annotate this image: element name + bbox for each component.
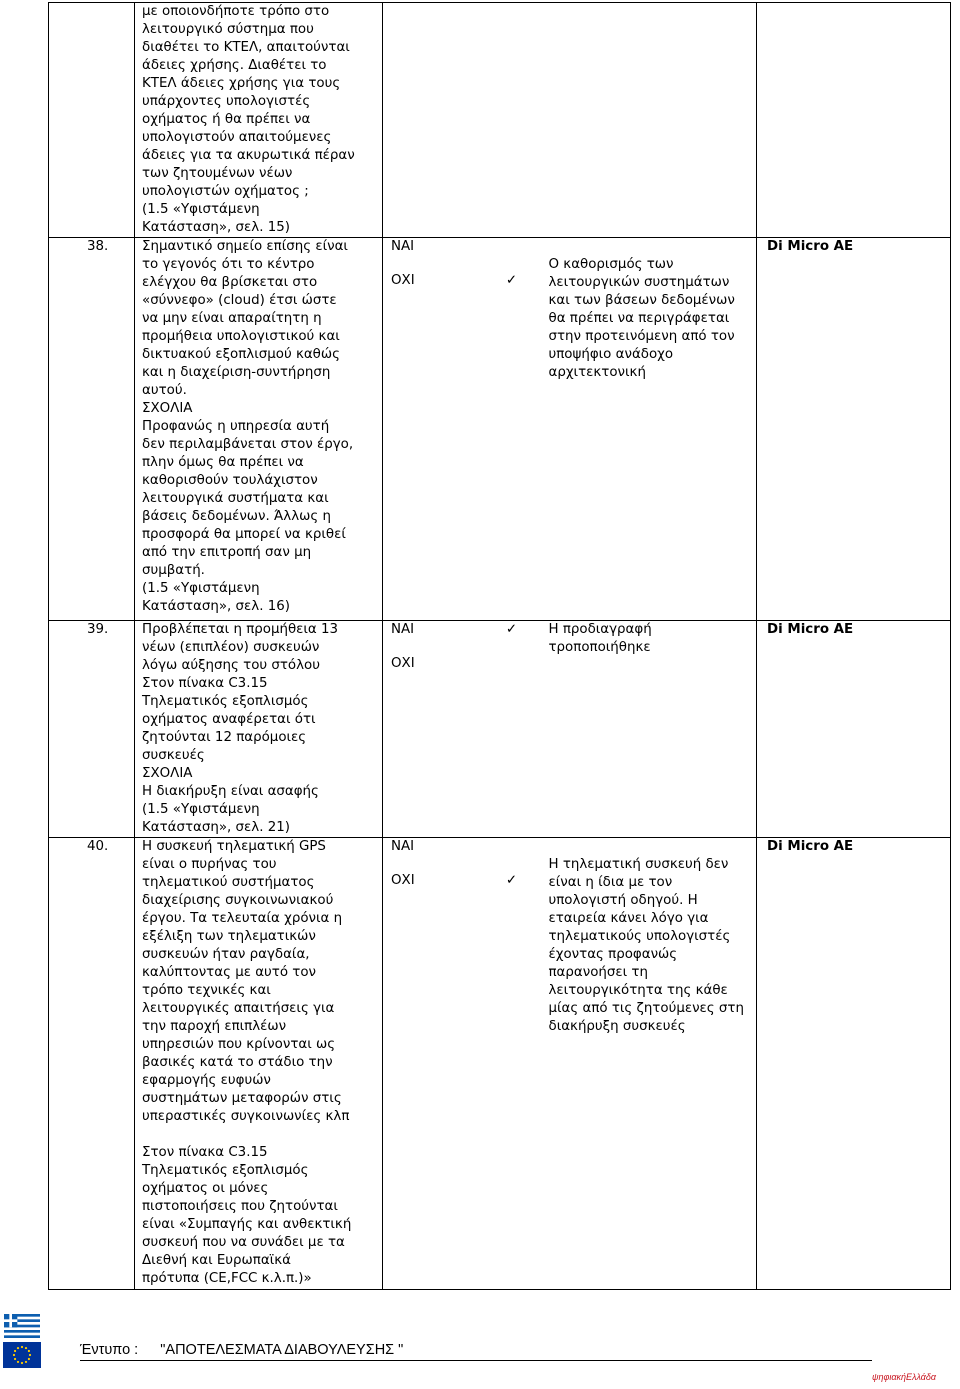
question-text <box>135 838 383 1290</box>
answer-no: ΟΧΙ <box>391 273 415 288</box>
eu-star-icon <box>17 1347 19 1349</box>
check-no-icon: ✓ <box>505 273 518 288</box>
eu-star-icon <box>28 1358 30 1360</box>
eu-star-icon <box>28 1350 30 1352</box>
digital-greece-logo: ψηφιακήΕλλάδα <box>872 1372 937 1382</box>
item-number <box>49 3 135 238</box>
item-number: 38. <box>49 238 135 621</box>
question-text <box>135 621 383 838</box>
consultation-results-table <box>48 2 951 1290</box>
comment-cell <box>543 838 757 1290</box>
item-number: 40. <box>49 838 135 1290</box>
check-no-icon <box>487 37 537 55</box>
check-yes-icon <box>487 3 537 21</box>
eu-star-icon <box>21 1362 23 1364</box>
question-paragraph: με οποιονδήποτε τρόπο στο λειτουργικό σύστημα που διαθέτει το ΚΤΕΛ, απαιτούνται άδειες χρήσης. Διαθέτει το ΚΤΕΛ άδειες χρήσης για τους υπάρχοντες υπολογιστές οχήματος ή θα πρέπει να υπολογιστούν απαιτούμενες άδειες για τα ακυρωτικά πέραν των ζητουμένων νέων υπολογιστών οχήματος ; (1.5 «Υφιστάμενη Κατάσταση», σελ. 15) <box>142 4 355 235</box>
answer-no <box>383 37 487 55</box>
eu-star-icon <box>14 1358 16 1360</box>
footer-divider <box>80 1360 872 1361</box>
company-name: Di Micro AE <box>757 238 951 621</box>
check-no-icon: ✓ <box>505 873 518 888</box>
item-number: 39. <box>49 621 135 838</box>
greek-flag-icon <box>3 1314 41 1338</box>
comment-text: Η τηλεματική συσκευή δεν είναι η ίδια με τον υπολογιστή οδηγού. Η εταιρεία κάνει λόγο για τηλεματικούς υπολογιστές έχοντας προφανώς παρανοήσει τη λειτουργικότητα της κάθε μίας από τις ζητούμενες στη διακήρυξη συσκευές <box>548 857 744 1034</box>
eu-flag-icon <box>3 1342 41 1368</box>
check-column <box>487 238 537 621</box>
eu-star-icon <box>29 1354 31 1356</box>
company-name <box>757 3 951 238</box>
eu-star-icon <box>14 1350 16 1352</box>
eu-star-icon <box>17 1361 19 1363</box>
answer-no: ΟΧΙ <box>391 873 415 888</box>
comment-text: Η προδιαγραφή τροποποιήθηκε <box>548 622 652 655</box>
check-column <box>487 3 537 238</box>
question-text <box>135 3 383 238</box>
question-text <box>135 238 383 621</box>
check-column <box>487 838 537 1290</box>
check-yes-icon <box>487 238 537 256</box>
answer-options <box>383 238 487 621</box>
answer-yes: ΝΑΙ <box>391 622 415 637</box>
footer-label: Έντυπο : <box>80 1342 139 1358</box>
check-yes-icon: ✓ <box>505 622 518 637</box>
table-row <box>49 238 951 621</box>
answer-yes <box>383 3 487 21</box>
answer-yes: ΝΑΙ <box>391 839 415 854</box>
question-paragraph: Η συσκευή τηλεματική GPS είναι ο πυρήνας του τηλεματικού συστήματος διαχείρισης συγκοινωνιακού έργου. Τα τελευταία χρόνια η εξέλιξη των τηλεματικών συσκευών ήταν ραγδαία, καλύπτοντας με αυτό τον τρόπο τεχνικές και λειτουργικές απαιτήσεις για την παροχή επιπλέων υπηρεσιών που κρίνονται ως βασικές κατά το στάδιο την εφαρμογής ευφυών συστημάτων μεταφορών στις υπεραστικές συγκοινωνίες κλπ Στον πίνακα C3.15 Τηλεματικός εξοπλισμός οχήματος οι μόνες πιστοποιήσεις που ζητούνται είναι «Συμπαγής και ανθεκτική συσκευή που να συνάδει με τα Διεθνή και Ευρωπαϊκά πρότυπα (CE,FCC κ.λ.π.)» <box>142 839 352 1286</box>
footer-title: "ΑΠΟΤΕΛΕΣΜΑΤΑ ΔΙΑΒΟΥΛΕΥΣΗΣ " <box>160 1342 404 1358</box>
comment-cell <box>543 621 757 838</box>
footer <box>80 1342 403 1358</box>
comment-text: Ο καθορισμός των λειτουργικών συστημάτων και των βάσεων δεδομένων θα πρέπει να περιγράφεται στην προτεινόμενη από τον υποψήφιο ανάδοχο αρχιτεκτονική <box>548 257 735 380</box>
eu-star-icon <box>25 1347 27 1349</box>
table-row <box>49 621 951 838</box>
company-name: Di Micro AE <box>757 621 951 838</box>
table-row <box>49 3 951 238</box>
answer-no: ΟΧΙ <box>391 656 415 671</box>
answer-options <box>383 838 487 1290</box>
question-paragraph: Σημαντικό σημείο επίσης είναι το γεγονός ότι το κέντρο ελέγχου θα βρίσκεται στο «σύννεφο» (cloud) έτσι ώστε να μην είναι απαραίτητη η προμήθεια υπολογιστικού και δικτυακού εξοπλισμού καθώς και η διαχείριση-συντήρηση αυτού. ΣΧΟΛΙΑ Προφανώς η υπηρεσία αυτή δεν περιλαμβάνεται στον έργο, πλην όμως θα πρέπει να καθορισθούν τουλάχιστον λειτουργικά συστήματα και βάσεις δεδομένων. Άλλως η προσφορά θα μπορεί να κριθεί από την επιτροπή σαν μη συμβατή. (1.5 «Υφιστάμενη Κατάσταση», σελ. 16) <box>142 239 354 614</box>
eu-star-icon <box>13 1354 15 1356</box>
eu-star-icon <box>21 1346 23 1348</box>
table-row <box>49 838 951 1290</box>
eu-star-icon <box>25 1361 27 1363</box>
check-column <box>487 621 537 838</box>
comment-cell <box>543 3 757 238</box>
company-name: Di Micro AE <box>757 838 951 1290</box>
check-yes-icon <box>487 838 537 856</box>
check-no-icon <box>487 655 537 673</box>
answer-yes: ΝΑΙ <box>391 239 415 254</box>
answer-options <box>383 3 487 238</box>
comment-cell <box>543 238 757 621</box>
question-paragraph: Προβλέπεται η προμήθεια 13 νέων (επιπλέον) συσκευών λόγω αύξησης του στόλου Στον πίνακα C3.15 Τηλεματικός εξοπλισμός οχήματος αναφέρεται ότι ζητούνται 12 παρόμοιες συσκευές ΣΧΟΛΙΑ Η διακήρυξη είναι ασαφής (1.5 «Υφιστάμενη Κατάσταση», σελ. 21) <box>142 622 339 835</box>
answer-options <box>383 621 487 838</box>
